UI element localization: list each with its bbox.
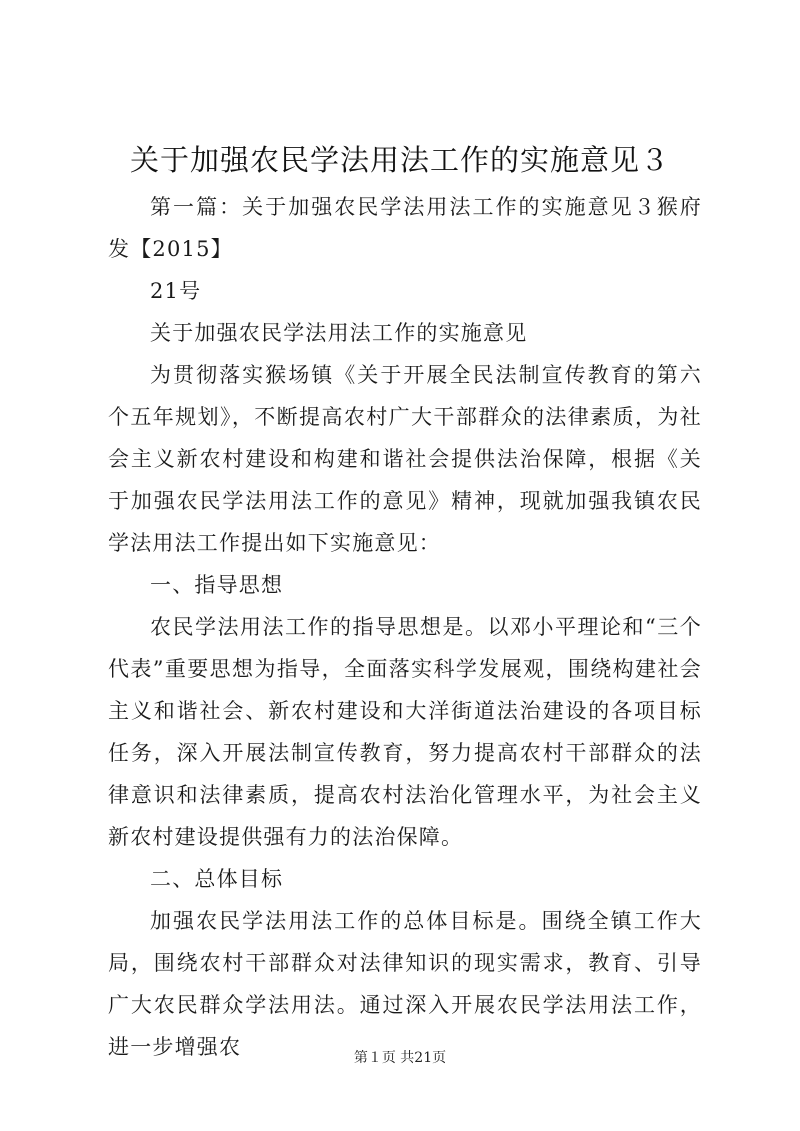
- paragraph-doc-number: 21号: [150, 279, 202, 303]
- page-number-footer: 第１页 共21页: [353, 1050, 447, 1066]
- document-body: [108, 186, 702, 1068]
- paragraph-preamble: 为贯彻落实猴场镇《关于开展全民法制宣传教育的第六个五年规划》，不断提高农村广大干部群众的法律素质，为社会主义新农村建设和构建和谐社会提供法治保障，根据《关于加强农民学法用法工作的意见》精神，现就加强我镇农民学法用法工作提出如下实施意见：: [108, 363, 702, 555]
- section-heading-overall-goal: 二、总体目标: [150, 867, 284, 891]
- paragraph-subtitle: 关于加强农民学法用法工作的实施意见: [150, 321, 528, 345]
- paragraph-guiding-ideology: 农民学法用法工作的指导思想是。以邓小平理论和“三个代表”重要思想为指导，全面落实科学发展观，围绕构建社会主义和谐社会、新农村建设和大洋街道法治建设的各项目标任务，深入开展法制宣传教育，努力提高农村干部群众的法律意识和法律素质，提高农村法治化管理水平，为社会主义新农村建设提供强有力的法治保障。: [108, 615, 702, 849]
- document-title: 关于加强农民学法用法工作的实施意见３: [129, 143, 670, 177]
- paragraph-intro: 第一篇：关于加强农民学法用法工作的实施意见３猴府发【2015】: [108, 195, 702, 261]
- section-heading-guiding-ideology: 一、指导思想: [150, 573, 284, 597]
- paragraph-overall-goal: 加强农民学法用法工作的总体目标是。围绕全镇工作大局，围绕农村干部群众对法律知识的现实需求，教育、引导广大农民群众学法用法。通过深入开展农民学法用法工作，进一步增强农: [108, 909, 702, 1059]
